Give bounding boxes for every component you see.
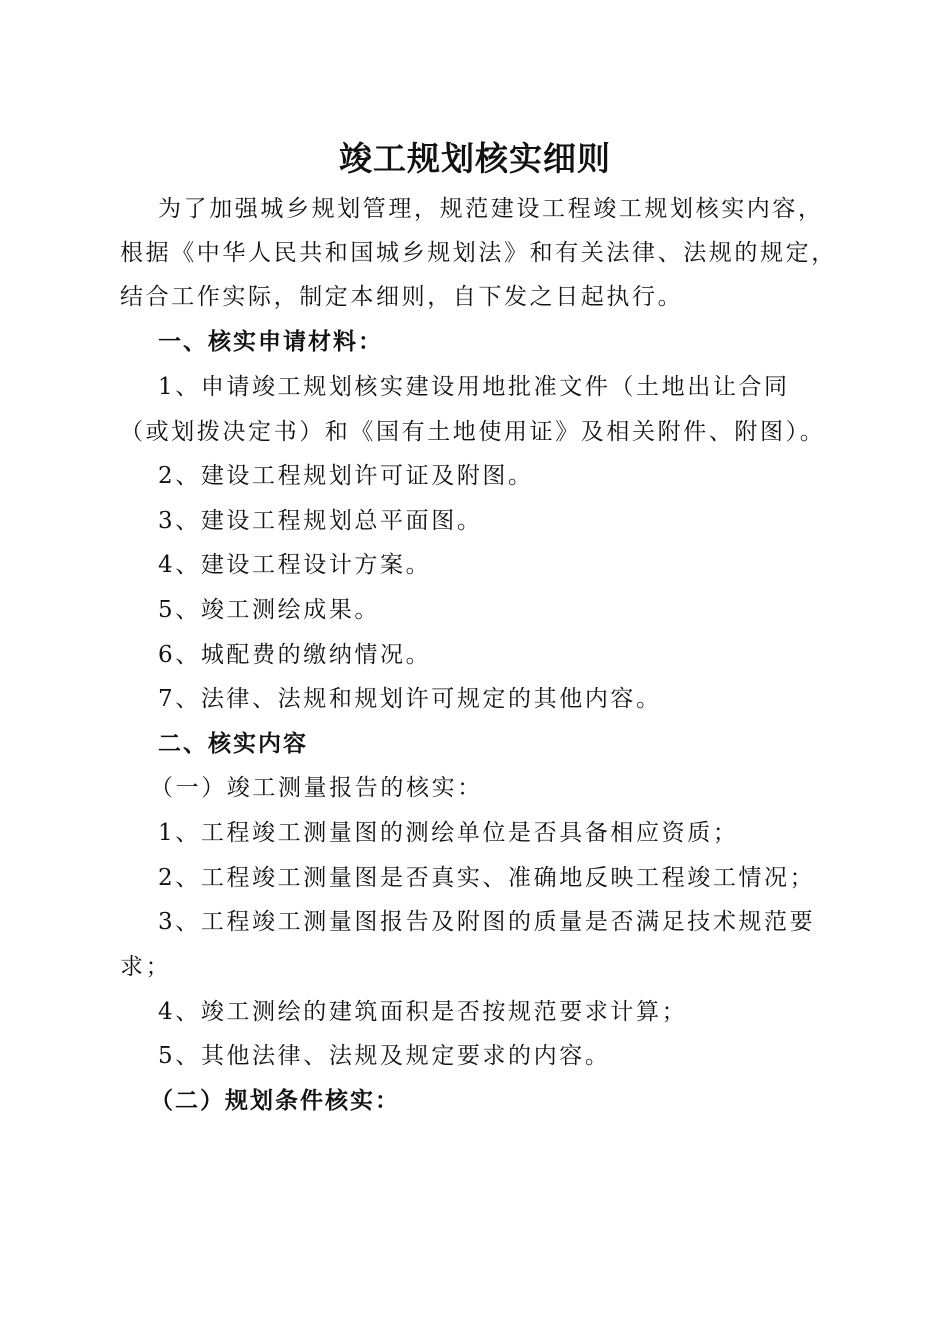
section-1-item-6: 6、城配费的缴纳情况。 (158, 642, 432, 668)
section-2-sub-1-item-3-line-2: 求； (120, 954, 172, 980)
section-1-item-1-line-1: 1、申请竣工规划核实建设用地批准文件（土地出让合同 (158, 374, 790, 400)
intro-paragraph-line-2: 根据《中华人民共和国城乡规划法》和有关法律、法规的规定， (120, 240, 837, 266)
section-2-sub-2-heading: （二）规划条件核实： (150, 1087, 400, 1114)
section-2-sub-1-item-3-line-1: 3、工程竣工测量图报告及附图的质量是否满足技术规范要 (158, 909, 816, 935)
section-2-sub-1-item-4: 4、竣工测绘的建筑面积是否按规范要求计算； (158, 999, 688, 1025)
section-2-heading: 二、核实内容 (158, 730, 308, 757)
section-1-heading: 一、核实申请材料： (158, 328, 383, 355)
intro-paragraph-line-3: 结合工作实际，制定本细则，自下发之日起执行。 (120, 284, 684, 310)
section-1-item-7: 7、法律、法规和规划许可规定的其他内容。 (158, 686, 662, 712)
section-1-item-2: 2、建设工程规划许可证及附图。 (158, 463, 534, 489)
section-1-item-5: 5、竣工测绘成果。 (158, 597, 381, 623)
section-2-sub-1-heading: （一）竣工测量报告的核实： (150, 775, 483, 801)
section-1-item-3: 3、建设工程规划总平面图。 (158, 508, 483, 534)
section-2-sub-1-item-1: 1、工程竣工测量图的测绘单位是否具备相应资质； (158, 820, 739, 846)
section-1-item-1-line-2: （或划拨决定书）和《国有土地使用证》及相关附件、附图）。 (120, 419, 826, 445)
document-title: 竣工规划核实细则 (339, 139, 611, 178)
section-2-sub-1-item-5: 5、其他法律、法规及规定要求的内容。 (158, 1043, 611, 1069)
section-2-sub-1-item-2: 2、工程竣工测量图是否真实、准确地反映工程竣工情况； (158, 865, 816, 891)
section-1-item-4: 4、建设工程设计方案。 (158, 552, 432, 578)
intro-paragraph-line-1: 为了加强城乡规划管理，规范建设工程竣工规划核实内容， (158, 196, 824, 222)
